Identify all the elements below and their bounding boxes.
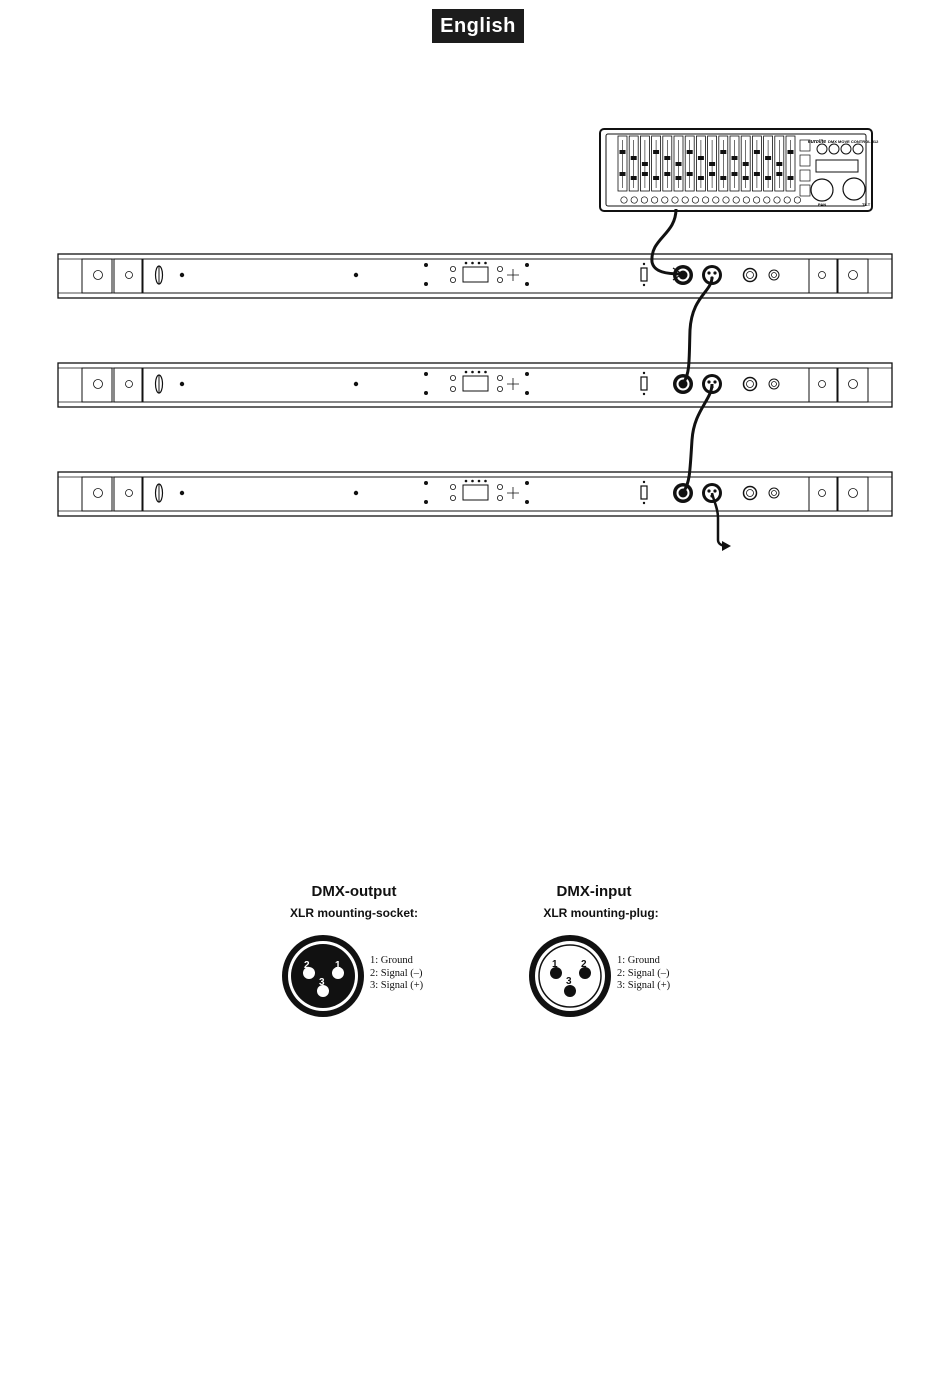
controller-model: DMX MOVE CONTROL 512	[828, 139, 879, 144]
socket-pin-2: 2	[304, 960, 310, 971]
dmx-output-subtitle: XLR mounting-socket:	[290, 906, 418, 920]
xlr-plug-icon	[527, 933, 613, 1019]
dmx-input-title: DMX-input	[556, 883, 632, 900]
led-bar-3	[58, 472, 892, 516]
plug-pin-3: 3	[566, 976, 572, 987]
led-bar-fixtures	[58, 254, 892, 516]
dmx-output-legend: 1: Ground 2: Signal (–) 3: Signal (+)	[370, 955, 424, 991]
dmx-in-connector	[673, 483, 693, 503]
pan-label: PAN	[818, 202, 827, 207]
dmx-input-legend: 1: Ground 2: Signal (–) 3: Signal (+)	[617, 955, 671, 991]
socket-pin-3: 3	[319, 977, 325, 988]
plug-pin-2: 2	[581, 959, 587, 970]
language-tab: English	[432, 9, 524, 43]
dmx-input-subtitle: XLR mounting-plug:	[543, 906, 659, 920]
led-bar-1	[58, 254, 892, 298]
dmx-controller	[600, 129, 879, 211]
tilt-label: TILT	[862, 202, 871, 207]
dmx-output-title: DMX-output	[311, 883, 397, 900]
socket-pin-1: 1	[335, 960, 341, 971]
xlr-socket-icon	[280, 933, 366, 1019]
controller-brand: eurolite	[808, 139, 827, 145]
led-bar-2	[58, 363, 892, 407]
dmx-in-connector	[673, 374, 693, 394]
plug-pin-1: 1	[552, 959, 558, 970]
